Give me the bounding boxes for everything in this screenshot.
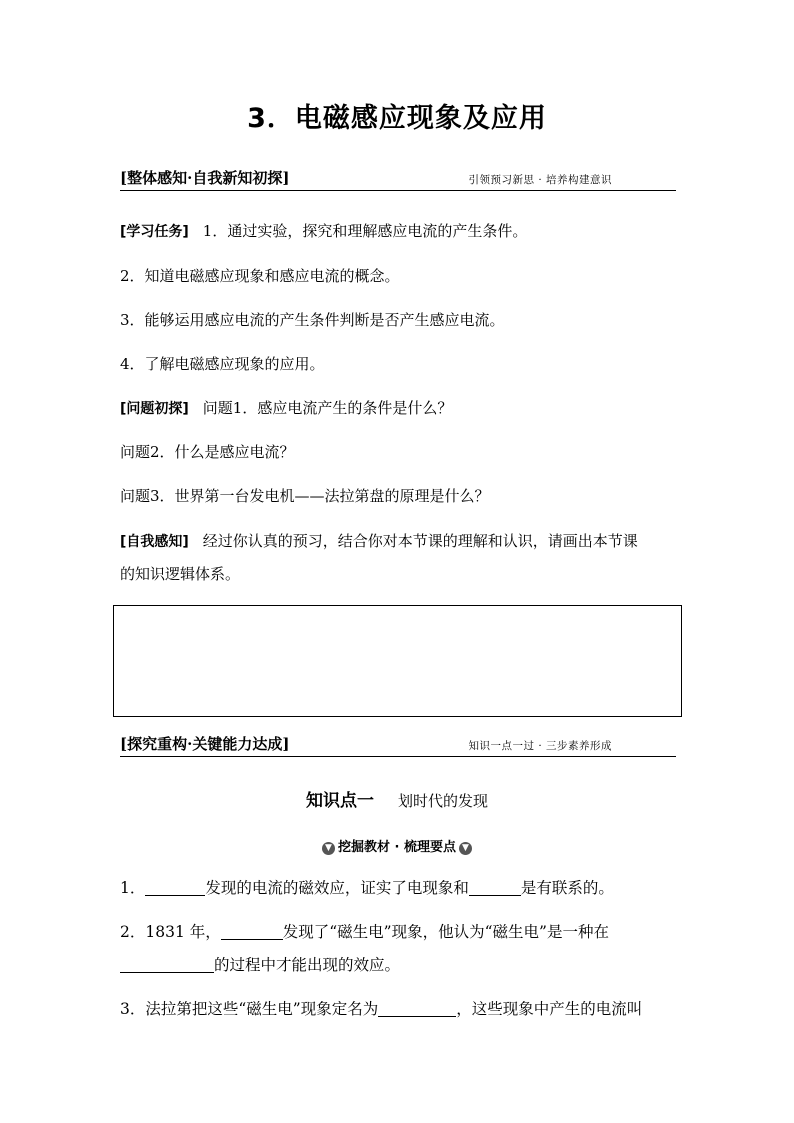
question-item-1: 问题1．感应电流产生的条件是什么？ bbox=[202, 399, 453, 417]
fill-blank[interactable] bbox=[221, 923, 283, 940]
question-item-3: 问题3．世界第一台发电机——法拉第盘的原理是什么？ bbox=[120, 487, 490, 505]
section-slogan: 知识一点一过 · 三步素养形成 bbox=[468, 740, 612, 752]
self-perception-text-2: 的知识逻辑体系。 bbox=[120, 565, 241, 583]
fill-text: 是有联系的。 bbox=[520, 879, 614, 897]
fill-item-3 bbox=[120, 997, 642, 1019]
fill-blank[interactable] bbox=[145, 879, 205, 896]
fill-text: 发现了“磁生电”现象，他认为“磁生电”是一种在 bbox=[282, 923, 609, 941]
self-perception-line bbox=[120, 530, 638, 551]
question-tag: [问题初探] bbox=[120, 401, 189, 417]
fill-text: ，这些现象中产生的电流叫 bbox=[456, 1000, 643, 1018]
learning-task-item-1: 1．通过实验，探究和理解感应电流的产生条件。 bbox=[202, 222, 528, 240]
self-perception-tag: [自我感知] bbox=[120, 534, 189, 550]
learning-task-item-4: 4．了解电磁感应现象的应用。 bbox=[120, 355, 325, 373]
subheading-text: 挖掘教材 · 梳理要点 bbox=[338, 840, 456, 855]
section-slogan: 引领预习新思 · 培养构建意识 bbox=[468, 174, 612, 186]
chevron-down-icon: ▼ bbox=[322, 842, 335, 855]
subheading bbox=[0, 836, 794, 855]
fill-blank[interactable] bbox=[120, 956, 214, 973]
fill-item-2 bbox=[120, 920, 609, 942]
section-label: [探究重构·关键能力达成] bbox=[120, 735, 290, 753]
question-line bbox=[120, 397, 452, 418]
learning-task-line bbox=[120, 220, 527, 241]
section-header-explore bbox=[120, 734, 676, 757]
fill-text: 发现的电流的磁效应，证实了电现象和 bbox=[205, 879, 469, 897]
fill-text: 3．法拉第把这些“磁生电”现象定名为 bbox=[120, 1000, 379, 1018]
drawing-answer-box[interactable] bbox=[113, 605, 682, 717]
fill-text: 的过程中才能出现的效应。 bbox=[214, 956, 401, 974]
fill-item-2-cont bbox=[120, 953, 400, 975]
fill-text: 2．1831 年， bbox=[120, 923, 221, 941]
fill-text: 1． bbox=[120, 879, 146, 897]
knowledge-point-name: 划时代的发现 bbox=[397, 792, 488, 810]
knowledge-point-number: 知识点一 bbox=[305, 791, 374, 811]
page-title: 3．电磁感应现象及应用 bbox=[247, 103, 547, 134]
fill-blank[interactable] bbox=[469, 879, 521, 896]
fill-item-1 bbox=[120, 876, 614, 898]
learning-task-tag: [学习任务] bbox=[120, 224, 189, 240]
section-header-overview bbox=[120, 168, 676, 191]
question-item-2: 问题2．什么是感应电流？ bbox=[120, 443, 295, 461]
learning-task-item-2: 2．知道电磁感应现象和感应电流的概念。 bbox=[120, 267, 400, 285]
chevron-down-icon: ▼ bbox=[459, 842, 472, 855]
fill-blank[interactable] bbox=[378, 1000, 456, 1017]
knowledge-point-heading bbox=[0, 786, 794, 811]
self-perception-text-1: 经过你认真的预习，结合你对本节课的理解和认识，请画出本节课 bbox=[202, 532, 638, 550]
learning-task-item-3: 3．能够运用感应电流的产生条件判断是否产生感应电流。 bbox=[120, 311, 505, 329]
section-label: [整体感知·自我新知初探] bbox=[120, 169, 290, 187]
